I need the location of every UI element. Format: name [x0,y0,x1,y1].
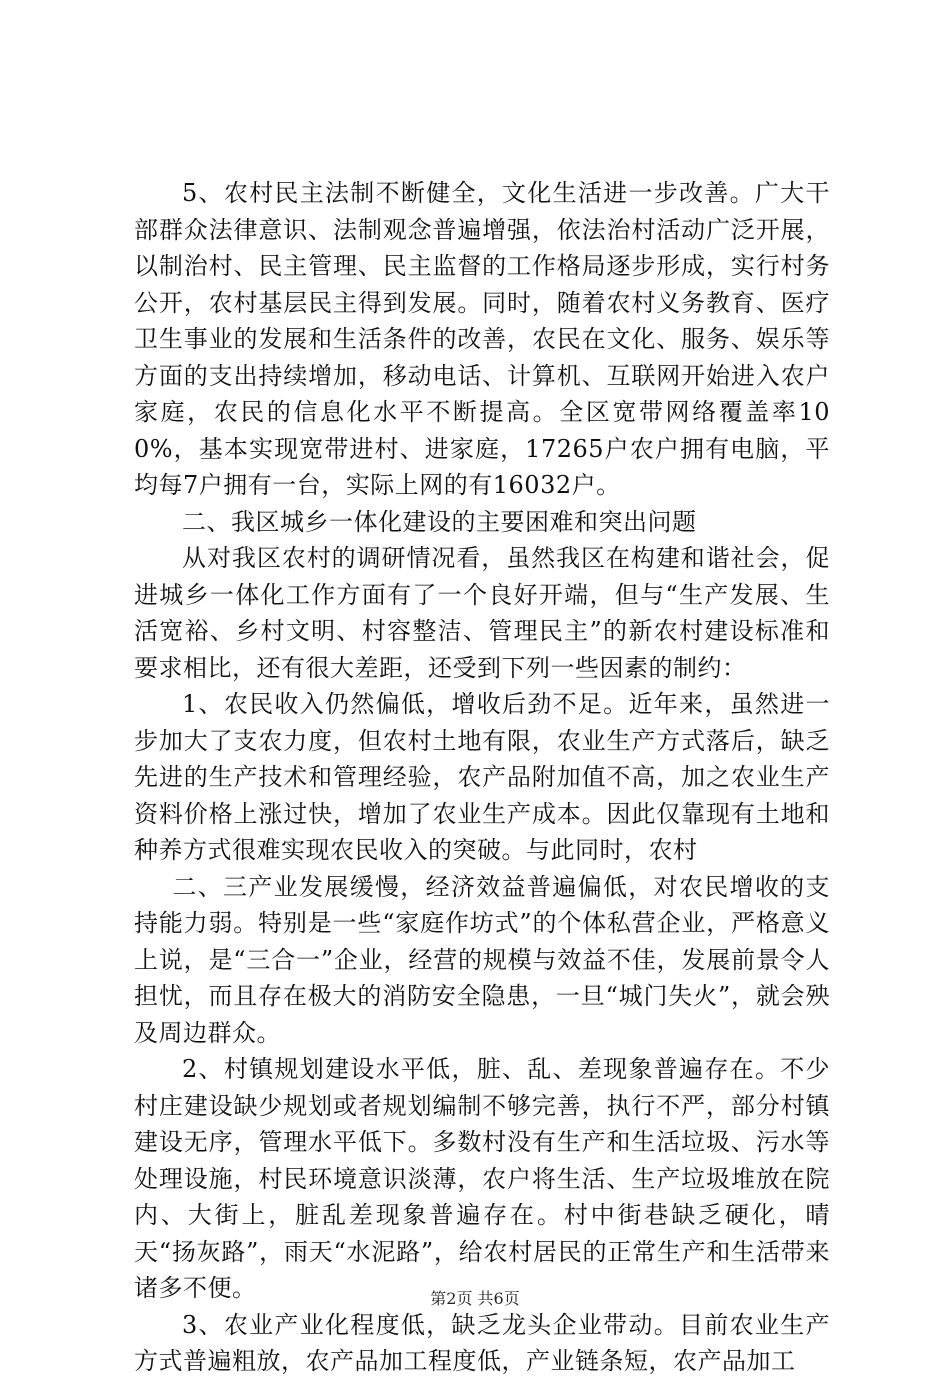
paragraph-research-overview: 从对我区农村的调研情况看，虽然我区在构建和谐社会，促进城乡一体化工作方面有了一个良好开端，但与“生产发展、生活宽裕、乡村文明、村容整洁、管理民主”的新农村建设标准和要求相比，还有很大差距，还受到下列一些因素的制约： [134,544,830,682]
paragraph-farmer-income: 1、农民收入仍然偏低，增收后劲不足。近年来，虽然进一步加大了支农力度，但农村土地有限，农业生产方式落后，缺乏先进的生产技术和管理经验，农产品附加值不高，加之农业生产资料价格上涨过快，增加了农业生产成本。因此仅靠现有土地和种养方式很难实现农民收入的突破。与此同时，农村 [134,690,830,864]
paragraph-rural-democracy: 5、农村民主法制不断健全，文化生活进一步改善。广大干部群众法律意识、法制观念普遍增强，依法治村活动广泛开展，以制治村、民主管理、民主监督的工作格局逐步形成，实行村务公开，农村基层民主得到发展。同时，随着农村义务教育、医疗卫生事业的发展和生活条件的改善，农民在文化、服务、娱乐等方面的支出持续增加，移动电话、计算机、互联网开始进入农户家庭，农民的信息化水平不断提高。全区宽带网络覆盖率100%，基本实现宽带进村、进家庭，17265户农户拥有电脑，平均每7户拥有一台，实际上网的有16032户。 [134,179,830,499]
paragraph-village-planning: 2、村镇规划建设水平低，脏、乱、差现象普遍存在。不少村庄建设缺少规划或者规划编制不够完善，执行不严，部分村镇建设无序，管理水平低下。多数村没有生产和生活垃圾、污水等处理设施，村民环境意识淡薄，农户将生活、生产垃圾堆放在院内、大街上，脏乱差现象普遍存在。村中街巷缺乏硬化，晴天“扬灰路”，雨天“水泥路”，给农村居民的正常生产和生活带来诸多不便。 [134,1055,830,1302]
paragraph-agri-industrialization: 3、农业产业化程度低，缺乏龙头企业带动。目前农业生产方式普遍粗放，农产品加工程度低，产业链条短，农产品加工 [134,1310,830,1375]
page-footer [0,1286,950,1309]
section-heading-difficulties: 二、我区城乡一体化建设的主要困难和突出问题 [182,507,697,536]
paragraph-industry-continuation: 二、三产业发展缓慢，经济效益普遍偏低，对农民增收的支持能力弱。特别是一些“家庭作坊式”的个体私营企业，严格意义上说，是“三合一”企业，经营的规模与效益不佳，发展前景令人担忧，而且存在极大的消防安全隐患，一旦“城门失火”，就会殃及周边群众。 [134,872,830,1047]
document-body [134,175,830,1380]
page-number-label: 第2页 共6页 [430,1289,520,1308]
